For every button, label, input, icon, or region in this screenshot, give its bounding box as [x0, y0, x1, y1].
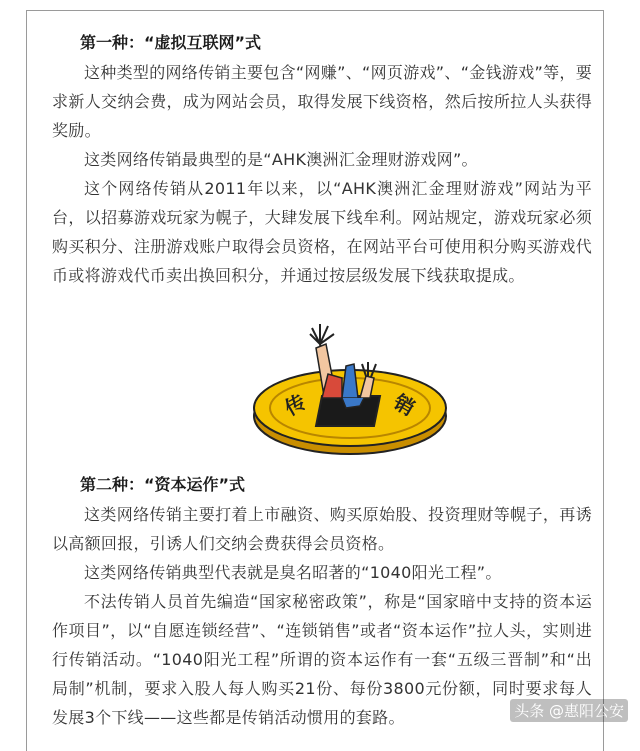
source-watermark: 头条 @惠阳公安 — [510, 699, 628, 722]
section1-heading: 第一种：“虚拟互联网”式 — [80, 33, 262, 52]
coin-char-left: 传 — [280, 389, 310, 421]
article-content — [52, 28, 592, 732]
coin-hands-image — [250, 304, 450, 464]
pyramid-scheme-illustration — [250, 304, 450, 464]
section2-paragraph-1: 这类网络传销主要打着上市融资、购买原始股、投资理财等幌子，再诱以高额回报，引诱人们交纳会费获得会员资格。 — [52, 505, 592, 553]
section2-paragraph-2: 这类网络传销典型代表就是臭名昭著的“1040阳光工程”。 — [84, 563, 502, 582]
section2-heading: 第二种：“资本运作”式 — [80, 475, 246, 494]
section1-paragraph-2: 这类网络传销最典型的是“AHK澳洲汇金理财游戏网”。 — [84, 150, 478, 169]
section1-paragraph-1: 这种类型的网络传销主要包含“网赚”、“网页游戏”、“金钱游戏”等，要求新人交纳会费，成为网站会员，取得发展下线资格，然后按所拉人头获得奖励。 — [52, 63, 592, 140]
section2-paragraph-3: 不法传销人员首先编造“国家秘密政策”，称是“国家暗中支持的资本运作项目”，以“自愿连锁经营”、“连锁销售”或者“资本运作”拉人头，实则进行传销活动。“1040阳光工程”所谓的资本运作有一套“五级三晋制”和“出局制”机制，要求入股人每人购买21份、每份3800元份额，同时要求每人发展3个下线——这些都是传销活动惯用的套路。 — [52, 592, 592, 727]
coin-char-right: 销 — [389, 389, 419, 421]
section1-paragraph-3: 这个网络传销从2011年以来，以“AHK澳洲汇金理财游戏”网站为平台，以招募游戏玩家为幌子，大肆发展下线牟利。网站规定，游戏玩家必须购买积分、注册游戏账户取得会员资格，在网站平台可使用积分购买游戏代币或将游戏代币卖出换回积分，并通过按层级发展下线获取提成。 — [52, 179, 592, 285]
